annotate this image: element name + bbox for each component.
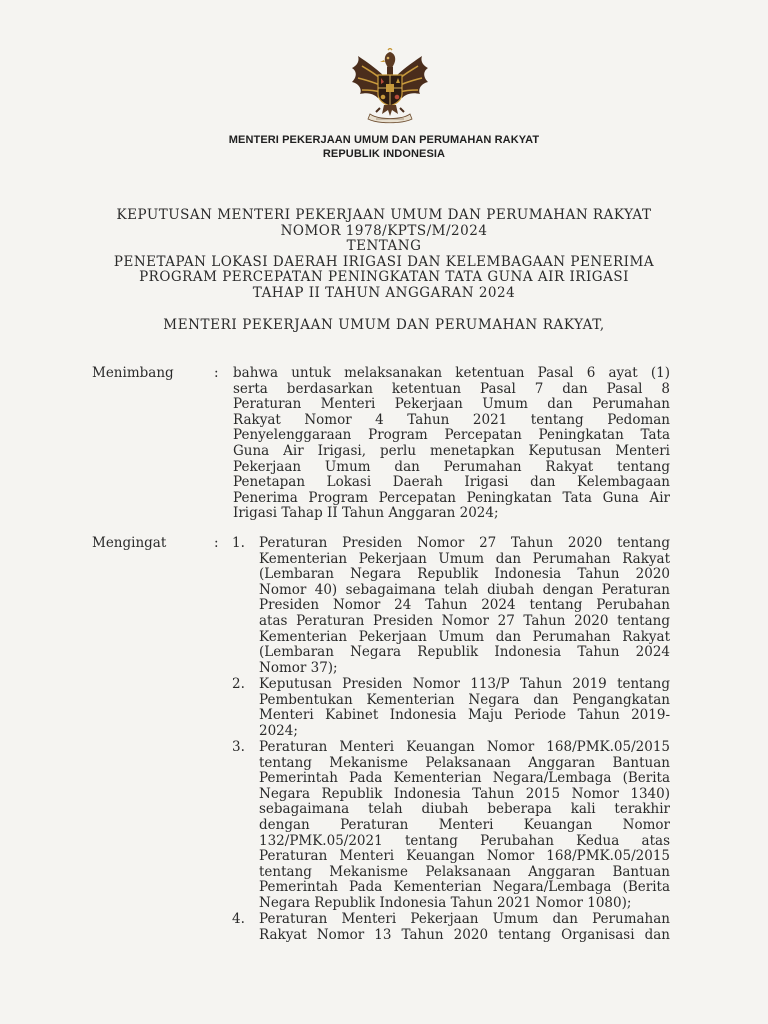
decree-subject-line: PENETAPAN LOKASI DAERAH IRIGASI DAN KELEMBAGAAN PENERIMA: [113, 253, 655, 270]
item-line: Kementerian Pekerjaan Umum dan Perumahan Rakyat: [259, 550, 670, 567]
item-line: (Lembaran Negara Republik Indonesia Tahun 2024: [259, 644, 670, 661]
republic-name: REPUBLIK INDONESIA: [322, 148, 446, 160]
item-line: Nomor 40) sebagaimana telah diubah dengan Peraturan: [259, 581, 670, 598]
item-line: Keputusan Presiden Nomor 113/P Tahun 2019 tentang: [259, 676, 670, 692]
item-line: (Lembaran Negara Republik Indonesia Tahun 2020: [259, 566, 670, 583]
item-line: Peraturan Menteri Pekerjaan Umum dan Perumahan: [259, 911, 670, 927]
item-line: 2024;: [259, 722, 298, 739]
paragraph-line: Penyelenggaraan Program Percepatan Peningkatan Tata: [233, 427, 670, 444]
item-line: sebagaimana telah diubah beberapa kali terakhir: [259, 801, 670, 818]
item-line: tentang Mekanisme Pelaksanaan Anggaran Bantuan: [259, 754, 670, 771]
menimbang-colon: :: [214, 365, 219, 381]
mengingat-colon: :: [214, 535, 219, 551]
paragraph-line: Peraturan Menteri Pekerjaan Umum dan Perumahan: [233, 396, 670, 413]
list-item-number: 3.: [232, 739, 245, 755]
item-line: tentang Mekanisme Pelaksanaan Anggaran Bantuan: [259, 863, 670, 880]
menimbang-label: Menimbang: [92, 365, 174, 381]
paragraph-line: Penerima Program Percepatan Peningkatan Tata Guna Air: [233, 489, 670, 506]
item-line: Nomor 37);: [259, 659, 338, 676]
item-line: Peraturan Menteri Keuangan Nomor 168/PMK.05/2015: [259, 739, 670, 755]
list-item-number: 4.: [232, 911, 245, 927]
decree-about: TENTANG: [346, 238, 422, 255]
paragraph-line: Guna Air Irigasi, perlu menetapkan Keputusan Menteri: [233, 442, 670, 459]
decree-number: NOMOR 1978/KPTS/M/2024: [280, 222, 488, 239]
item-line: Negara Republik Indonesia Tahun 2021 Nomor 1080);: [259, 894, 632, 911]
decree-subject-line: PROGRAM PERCEPATAN PENINGKATAN TATA GUNA AIR IRIGASI: [139, 269, 629, 286]
list-item: [259, 536, 670, 676]
item-line: Presiden Nomor 24 Tahun 2024 tentang Perubahan: [259, 597, 670, 614]
minister-heading: MENTERI PEKERJAAN UMUM DAN PERUMAHAN RAKYAT,: [163, 317, 605, 333]
item-line: Pemerintah Pada Kementerian Negara/Lembaga (Berita: [259, 879, 670, 896]
mengingat-label: Mengingat: [92, 535, 167, 551]
item-line: Peraturan Presiden Nomor 27 Tahun 2020 tentang: [259, 535, 670, 551]
list-item: [259, 740, 670, 912]
ministry-header: [0, 133, 768, 161]
item-line: Pembentukan Kementerian Negara dan Pengangkatan: [259, 691, 670, 708]
list-item: [259, 677, 670, 739]
item-line: Pemerintah Pada Kementerian Negara/Lembaga (Berita: [259, 770, 670, 787]
item-line: dengan Peraturan Menteri Keuangan Nomor: [259, 816, 670, 833]
ministry-name: MENTERI PEKERJAAN UMUM DAN PERUMAHAN RAKYAT: [228, 134, 540, 146]
paragraph-line: Rakyat Nomor 4 Tahun 2021 tentang Pedoman: [233, 411, 670, 428]
list-item: [259, 912, 670, 943]
list-item-number: 1.: [232, 535, 245, 551]
item-line: Negara Republik Indonesia Tahun 2015 Nomor 1340): [259, 785, 670, 802]
menimbang-paragraph: [233, 366, 670, 522]
item-line: Rakyat Nomor 13 Tahun 2020 tentang Organisasi dan: [259, 926, 670, 943]
item-line: Kementerian Pekerjaan Umum dan Perumahan Rakyat: [259, 628, 670, 645]
item-line: Peraturan Menteri Keuangan Nomor 168/PMK.05/2015: [259, 848, 670, 865]
paragraph-line: bahwa untuk melaksanakan ketentuan Pasal 6 ayat (1): [233, 365, 670, 381]
item-line: atas Peraturan Presiden Nomor 27 Tahun 2020 tentang: [259, 612, 670, 629]
paragraph-line: Penetapan Lokasi Daerah Irigasi dan Kelembagaan: [233, 474, 670, 491]
list-item-number: 2.: [232, 676, 245, 692]
item-line: 132/PMK.05/2021 tentang Perubahan Kedua atas: [259, 832, 670, 849]
decree-title: [0, 208, 768, 302]
decree-title-line: KEPUTUSAN MENTERI PEKERJAAN UMUM DAN PERUMAHAN RAKYAT: [116, 207, 652, 223]
item-line: Menteri Kabinet Indonesia Maju Periode Tahun 2019-: [259, 707, 670, 724]
paragraph-line: Pekerjaan Umum dan Perumahan Rakyat tentang: [233, 458, 670, 475]
decree-subject-line: TAHAP II TAHUN ANGGARAN 2024: [252, 284, 516, 301]
paragraph-line: serta berdasarkan ketentuan Pasal 7 dan Pasal 8: [233, 380, 670, 397]
paragraph-line: Irigasi Tahap II Tahun Anggaran 2024;: [233, 505, 499, 522]
garuda-emblem-icon: [348, 48, 432, 124]
